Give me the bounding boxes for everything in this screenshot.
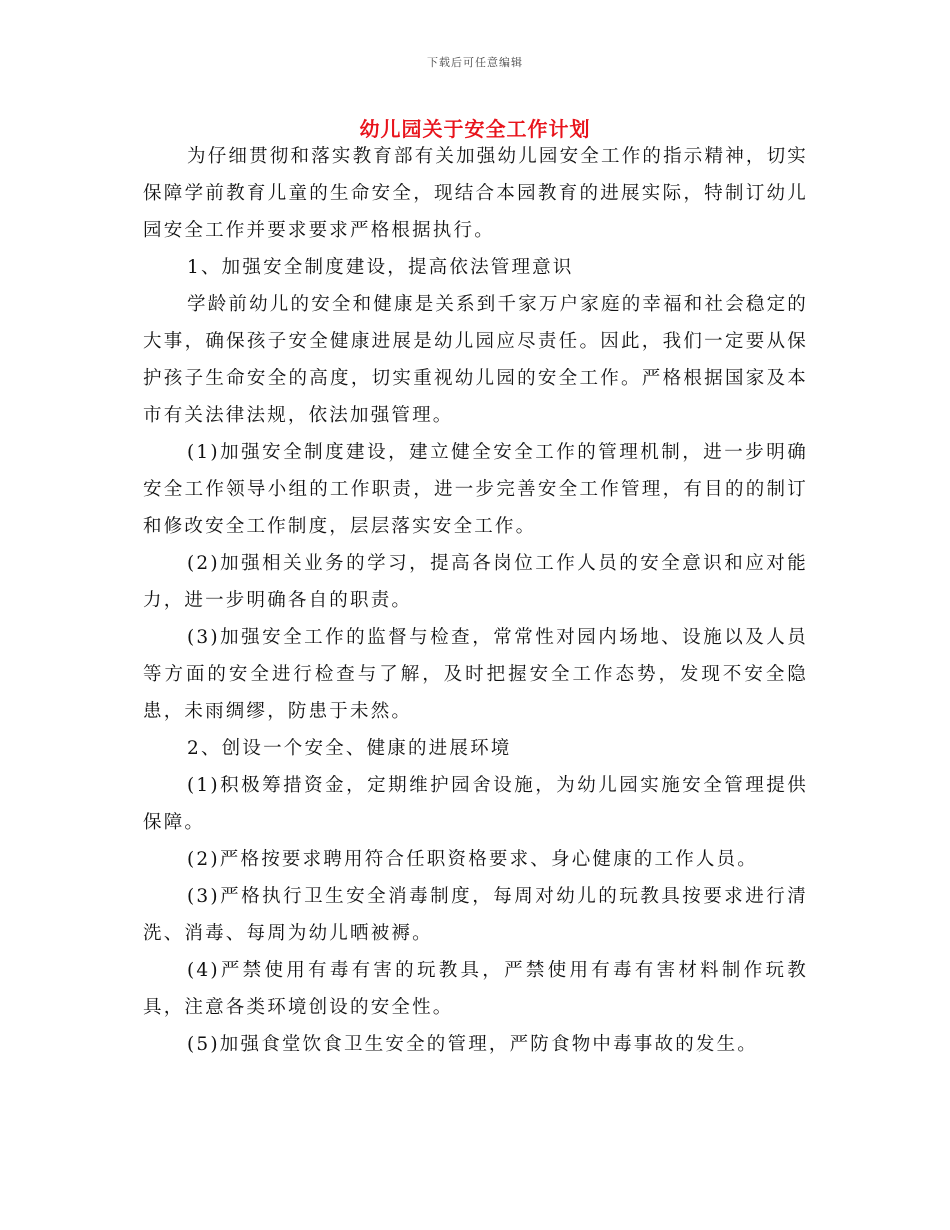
list-item: (3)加强安全工作的监督与检查，常常性对园内场地、设施以及人员等方面的安全进行检查与了解，及时把握安全工作态势，发现不安全隐患，未雨绸缪，防患于未然。 <box>143 627 808 722</box>
list-item: (2)严格按要求聘用符合任职资格要求、身心健康的工作人员。 <box>187 849 759 870</box>
section-heading-1: 1、加强安全制度建设，提高依法管理意识 <box>187 257 574 278</box>
paragraph: 学龄前幼儿的安全和健康是关系到千家万户家庭的幸福和社会稳定的大事，确保孩子安全健康进展是幼儿园应尽责任。因此，我们一定要从保护孩子生命安全的高度，切实重视幼儿园的安全工作。严格根据国家及本市有关法律法规，依法加强管理。 <box>143 294 809 426</box>
list-item: (1)加强安全制度建设，建立健全安全工作的管理机制，进一步明确安全工作领导小组的工作职责，进一步完善安全工作管理，有目的的制订和修改安全工作制度，层层落实安全工作。 <box>143 442 808 537</box>
section-heading-2: 2、创设一个安全、健康的进展环境 <box>187 738 512 759</box>
list-item: (2)加强相关业务的学习，提高各岗位工作人员的安全意识和应对能力，进一步明确各自的职责。 <box>143 553 808 611</box>
list-item: (1)积极筹措资金，定期维护园舍设施，为幼儿园实施安全管理提供保障。 <box>143 775 808 833</box>
list-item: (5)加强食堂饮食卫生安全的管理，严防食物中毒事故的发生。 <box>187 1034 759 1055</box>
list-item: (4)严禁使用有毒有害的玩教具，严禁使用有毒有害材料制作玩教具，注意各类环境创设的安全性。 <box>143 960 808 1018</box>
header-note: 下载后可任意编辑 <box>427 56 523 69</box>
document-title: 幼儿园关于安全工作计划 <box>359 117 591 141</box>
list-item: (3)严格执行卫生安全消毒制度，每周对幼儿的玩教具按要求进行清洗、消毒、每周为幼儿晒被褥。 <box>143 886 808 944</box>
document-body <box>143 138 808 1063</box>
paragraph-intro: 为仔细贯彻和落实教育部有关加强幼儿园安全工作的指示精神，切实保障学前教育儿童的生命安全，现结合本园教育的进展实际，特制订幼儿园安全工作并要求要求严格根据执行。 <box>143 146 809 241</box>
